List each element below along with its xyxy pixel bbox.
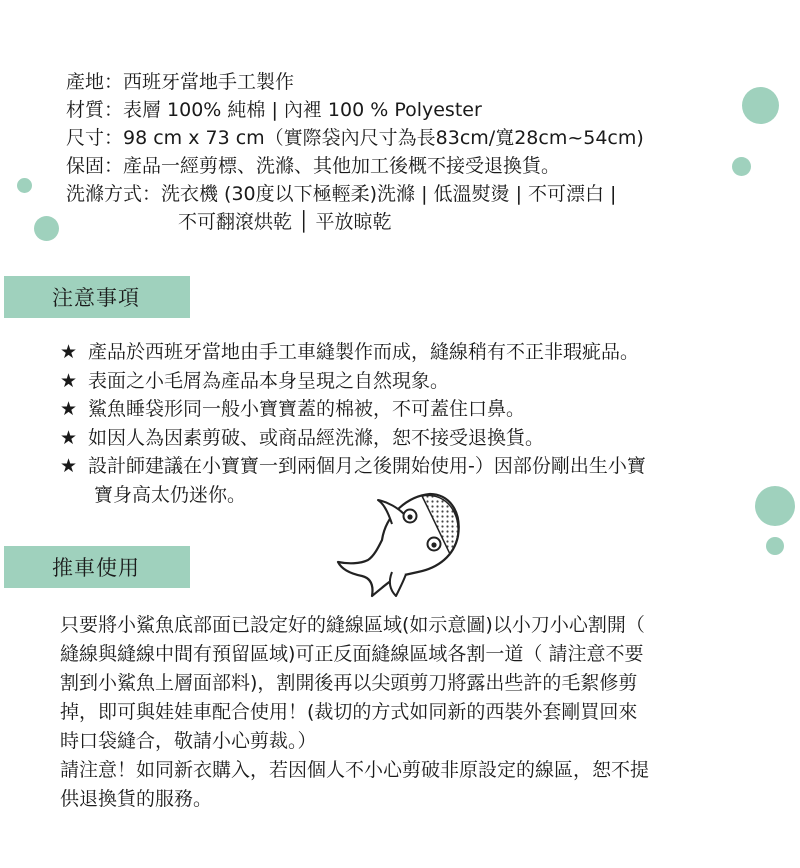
product-spec	[66, 68, 644, 236]
paragraph-line: 請注意！如同新衣購入，若因個人不小心剪破非原設定的線區，恕不提	[60, 759, 650, 781]
list-item	[60, 424, 646, 453]
spec-origin: 產地：西班牙當地手工製作	[66, 71, 295, 93]
spec-washing-cont: 不可翻滾烘乾 │ 平放晾乾	[178, 211, 392, 233]
notes-heading	[4, 276, 190, 318]
decor-dot	[742, 87, 779, 124]
decor-dot	[755, 486, 795, 526]
spec-washing: 洗滌方式：洗衣機 (30度以下極輕柔)洗滌 | 低溫熨燙 | 不可漂白 |	[66, 183, 617, 205]
star-icon: ★	[60, 341, 78, 363]
decor-dot	[732, 157, 751, 176]
spec-size: 尺寸：98 cm x 73 cm（實際袋內尺寸為長83cm/寬28cm~54cm)	[66, 127, 644, 149]
list-item	[60, 338, 646, 367]
paragraph-line: 縫線與縫線中間有預留區域)可正反面縫線區域各割一道（ 請注意不要	[60, 643, 644, 665]
decor-dot	[766, 537, 784, 555]
stroller-heading	[4, 546, 190, 588]
list-item	[60, 367, 646, 396]
shark-icon	[330, 484, 466, 600]
paragraph-line: 只要將小鯊魚底部面已設定好的縫線區域(如示意圖)以小刀小心割開（	[60, 614, 645, 636]
paragraph-line: 割到小鯊魚上層面部料)，割開後再以尖頭剪刀將露出些許的毛絮修剪	[60, 672, 638, 694]
decor-dot	[17, 178, 32, 193]
paragraph-line: 時口袋縫合，敬請小心剪裁。）	[60, 730, 317, 752]
note-text: 鯊魚睡袋形同一般小寶寶蓋的棉被，不可蓋住口鼻。	[88, 398, 526, 420]
list-item	[60, 395, 646, 424]
list-item	[60, 452, 646, 481]
decor-dot	[34, 216, 59, 241]
star-icon: ★	[60, 426, 78, 449]
star-icon: ★	[60, 369, 78, 392]
note-text: 產品於西班牙當地由手工車縫製作而成，縫線稍有不正非瑕疵品。	[88, 341, 640, 363]
spec-warranty: 保固：產品一經剪標、洗滌、其他加工後概不接受退換貨。	[66, 155, 561, 177]
note-text: 如因人為因素剪破、或商品經洗滌，恕不接受退換貨。	[88, 426, 545, 449]
paragraph-line: 掉，即可與娃娃車配合使用！(裁切的方式如同新的西裝外套剛買回來	[60, 701, 638, 723]
note-text: 表面之小毛屑為產品本身呈現之自然現象。	[88, 369, 450, 392]
paragraph-line: 供退換貨的服務。	[60, 788, 213, 810]
star-icon: ★	[60, 455, 78, 477]
note-text-cont: 寶身高太仍迷你。	[94, 483, 247, 506]
stroller-title: 推車使用	[52, 556, 140, 580]
note-text: 設計師建議在小寶寶一到兩個月之後開始使用-）因部份剛出生小寶	[88, 455, 646, 477]
spec-material: 材質：表層 100% 純棉 | 內裡 100 % Polyester	[66, 99, 482, 121]
notes-title: 注意事項	[52, 286, 140, 310]
stroller-instructions	[60, 611, 649, 814]
star-icon: ★	[60, 398, 78, 420]
